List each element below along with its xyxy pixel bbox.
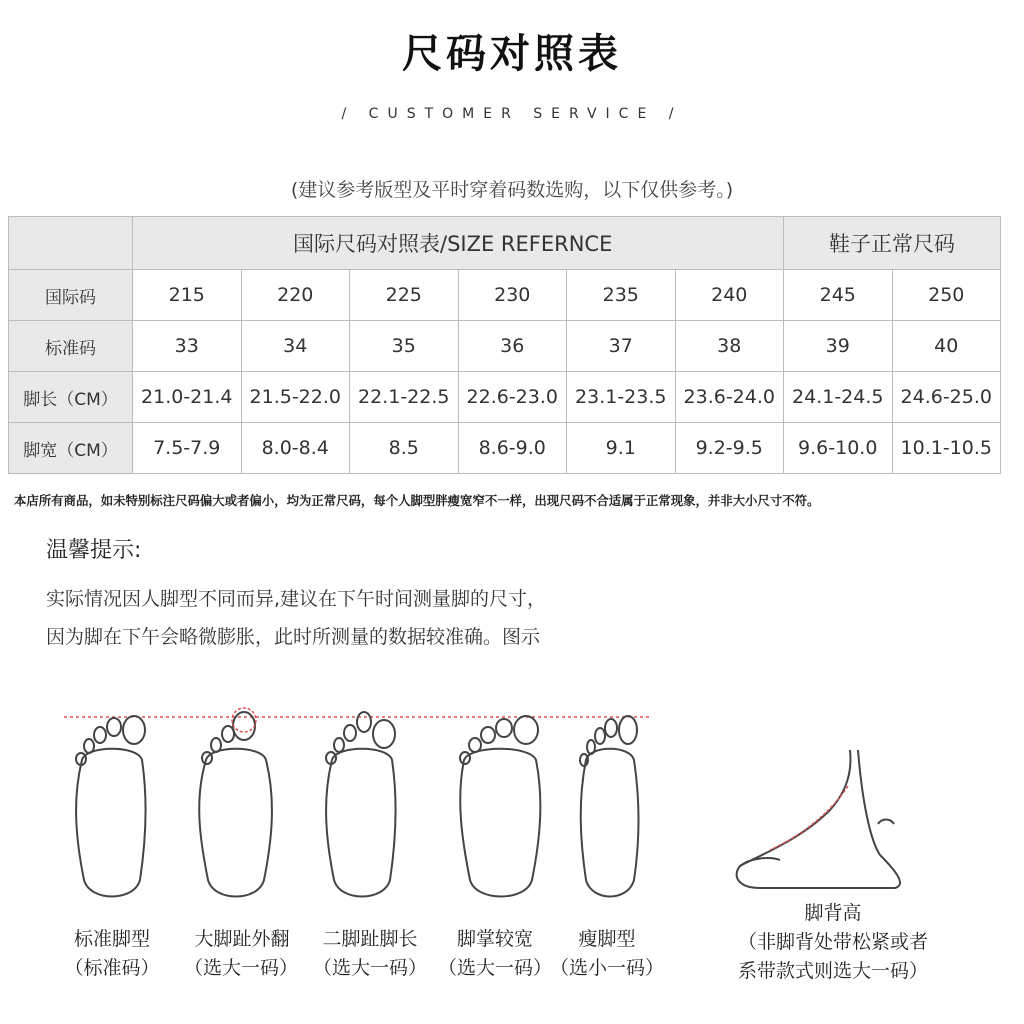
- table-cell: 235: [567, 270, 676, 321]
- table-cell: 215: [133, 270, 242, 321]
- foot-type-advice: （选小一码）: [549, 957, 664, 979]
- table-cell: 22.6-23.0: [458, 372, 567, 423]
- header-corner: [9, 217, 133, 270]
- table-heading: 国际尺码对照表/SIZE REFERNCE: [133, 217, 784, 270]
- table-header-row: [9, 217, 1001, 270]
- table-cell: 23.1-23.5: [567, 372, 676, 423]
- table-cell: 220: [241, 270, 350, 321]
- table-cell: 39: [784, 321, 893, 372]
- slim-foot-icon: [580, 716, 639, 897]
- foot-type-label: 脚掌较宽: [456, 928, 533, 950]
- table-cell: 9.6-10.0: [784, 423, 893, 474]
- table-cell: 7.5-7.9: [133, 423, 242, 474]
- tips-title: 温馨提示:: [46, 538, 142, 563]
- tips-line-1: 实际情况因人脚型不同而异,建议在下午时间测量脚的尺寸，: [46, 588, 547, 610]
- instep-label: 脚背高: [804, 902, 862, 924]
- table-cell: 21.0-21.4: [133, 372, 242, 423]
- size-notice: 本店所有商品，如未特别标注尺码偏大或者偏小，均为正常尺码，每个人脚型胖瘦宽窄不一样，出现尺码不合适属于正常现象，并非大小尺寸不符。: [14, 493, 820, 508]
- foot-type-advice: （选大一码）: [183, 957, 298, 979]
- table-cell: 34: [241, 321, 350, 372]
- bunion-foot-icon: [199, 708, 272, 897]
- advice-text: (建议参考版型及平时穿着码数选购，以下仅供参考。): [290, 179, 734, 201]
- table-row: [9, 423, 1001, 474]
- table-cell: 8.5: [350, 423, 459, 474]
- table-row: [9, 270, 1001, 321]
- table-cell: 8.0-8.4: [241, 423, 350, 474]
- size-chart-table: [8, 216, 1001, 474]
- foot-type-label: 瘦脚型: [578, 928, 636, 950]
- row-label: 国际码: [9, 270, 133, 321]
- table-cell: 245: [784, 270, 893, 321]
- table-cell: 37: [567, 321, 676, 372]
- tips-line-2: 因为脚在下午会略微膨胀，此时所测量的数据较准确。图示: [46, 626, 541, 648]
- table-cell: 225: [350, 270, 459, 321]
- page-subtitle: / CUSTOMER SERVICE /: [341, 106, 683, 122]
- standard-foot-icon: [76, 716, 146, 897]
- long-second-toe-foot-icon: [326, 712, 396, 897]
- foot-type-label: 标准脚型: [73, 928, 150, 950]
- table-cell: 33: [133, 321, 242, 372]
- table-cell: 250: [892, 270, 1001, 321]
- foot-type-label: 大脚趾外翻: [194, 928, 290, 950]
- foot-type-label: 二脚趾脚长: [322, 928, 418, 950]
- table-cell: 8.6-9.0: [458, 423, 567, 474]
- foot-type-advice: （标准码）: [64, 957, 160, 979]
- table-cell: 240: [675, 270, 784, 321]
- wide-foot-icon: [460, 716, 540, 897]
- foot-illustrations: [0, 690, 1024, 920]
- table-cell: 35: [350, 321, 459, 372]
- foot-type-advice: （选大一码）: [437, 957, 552, 979]
- table-cell: 10.1-10.5: [892, 423, 1001, 474]
- table-cell: 24.6-25.0: [892, 372, 1001, 423]
- instep-advice-1: （非脚背处带松紧或者: [737, 931, 928, 953]
- table-cell: 38: [675, 321, 784, 372]
- table-cell: 9.1: [567, 423, 676, 474]
- page-title: 尺码对照表: [402, 31, 622, 77]
- instep-advice-2: 系带款式则选大一码）: [737, 960, 928, 982]
- row-label: 脚长（CM）: [9, 372, 133, 423]
- table-heading-note: 鞋子正常尺码: [784, 217, 1001, 270]
- table-cell: 24.1-24.5: [784, 372, 893, 423]
- table-cell: 230: [458, 270, 567, 321]
- row-label: 脚宽（CM）: [9, 423, 133, 474]
- table-cell: 22.1-22.5: [350, 372, 459, 423]
- table-row: [9, 372, 1001, 423]
- table-cell: 23.6-24.0: [675, 372, 784, 423]
- table-cell: 21.5-22.0: [241, 372, 350, 423]
- foot-type-advice: （选大一码）: [312, 957, 427, 979]
- row-label: 标准码: [9, 321, 133, 372]
- table-cell: 36: [458, 321, 567, 372]
- table-cell: 9.2-9.5: [675, 423, 784, 474]
- table-cell: 40: [892, 321, 1001, 372]
- table-row: [9, 321, 1001, 372]
- instep-foot-icon: [737, 750, 900, 888]
